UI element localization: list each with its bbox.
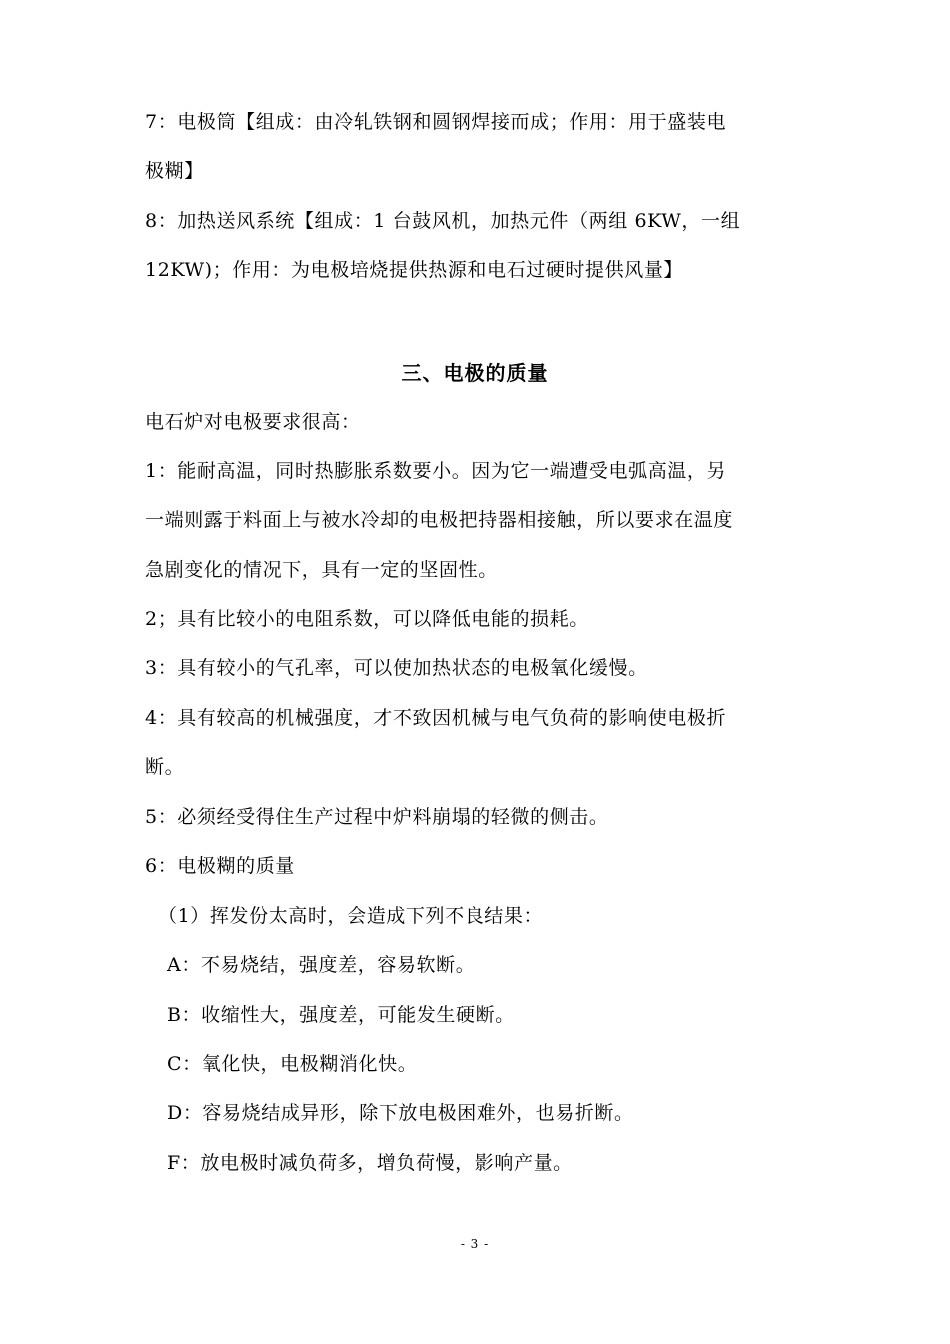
section-title: 三、电极的质量 [401,361,549,385]
page-number: - 3 - [460,1237,490,1251]
text-line: （1）挥发份太高时，会造成下列不良结果： [158,905,544,927]
text-line: 1：能耐高温，同时热膨胀系数要小。因为它一端遭受电弧高温，另 [145,460,727,482]
text-line: 2；具有比较小的电阻系数，可以降低电能的损耗。 [145,608,589,630]
text-line: B：收缩性大，强度差，可能发生硬断。 [167,1004,515,1026]
text-line: 12KW)；作用：为电极培烧提供热源和电石过硬时提供风量】 [145,259,684,281]
text-line: 电石炉对电极要求很高： [145,411,361,433]
text-line: C：氧化快，电极糊消化快。 [167,1053,418,1075]
text-line: 急剧变化的情况下，具有一定的坚固性。 [145,559,498,581]
text-line: 3：具有较小的气孔率，可以使加热状态的电极氧化缓慢。 [145,657,648,679]
text-line: D：容易烧结成异形，除下放电极困难外，也易折断。 [167,1102,634,1124]
text-line: 6：电极糊的质量 [145,855,295,877]
text-line: A：不易烧结，强度差，容易软断。 [167,954,476,976]
text-line: 8：加热送风系统【组成：1 台鼓风机，加热元件（两组 6KW，一组 [145,210,741,232]
text-line: 极糊】 [145,160,204,182]
text-line: 5：必须经受得住生产过程中炉料崩塌的轻微的侧击。 [145,806,609,828]
text-line: 断。 [145,756,185,778]
text-line: 4：具有较高的机械强度，才不致因机械与电气负荷的影响使电极折 [145,707,727,729]
text-line: F：放电极时减负荷多，增负荷慢，影响产量。 [167,1152,573,1174]
text-line: 一端则露于料面上与被水冷却的电极把持器相接触，所以要求在温度 [145,509,734,531]
text-line: 7：电极筒【组成：由冷轧铁钢和圆钢焊接而成；作用：用于盛装电 [145,111,727,133]
